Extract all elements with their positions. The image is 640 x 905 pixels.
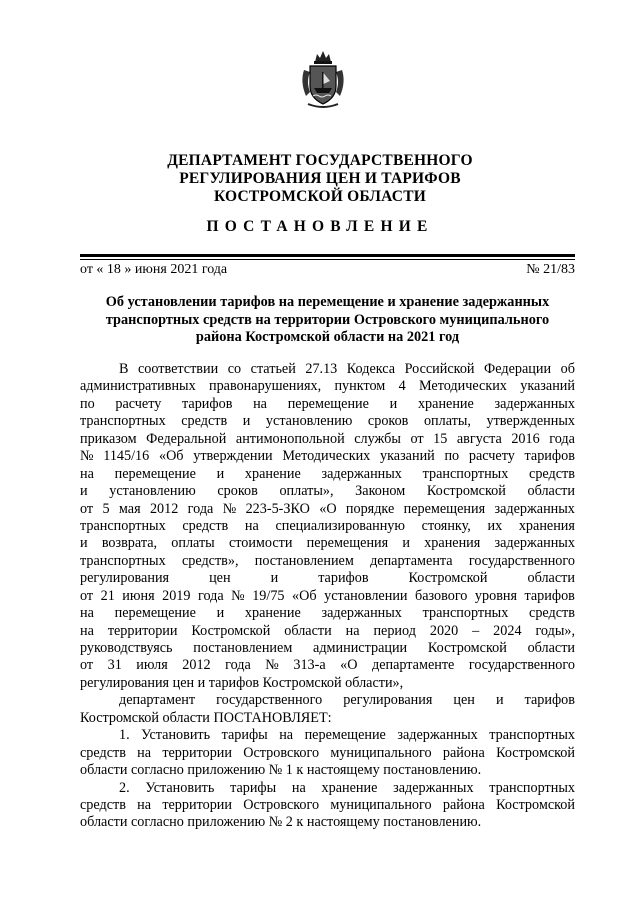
body-word: хранение	[244, 605, 301, 622]
body-word: 313-а	[293, 657, 326, 674]
document-date: от « 18 » июня 2021 года	[80, 262, 228, 277]
body-word: средств	[182, 517, 229, 534]
body-word: Законом	[355, 483, 406, 500]
body-word: мая	[118, 500, 141, 517]
document-body	[80, 361, 575, 832]
body-word: и	[216, 465, 225, 482]
body-word: регулирования	[80, 570, 170, 587]
body-word: транспортных	[489, 727, 575, 744]
body-line	[80, 396, 575, 413]
body-line	[80, 570, 575, 587]
body-word: Кодекса	[346, 361, 396, 377]
body-word: постановлением	[193, 640, 293, 656]
body-line	[80, 448, 575, 465]
body-word: №	[222, 500, 237, 517]
body-word: Установить	[145, 779, 215, 796]
body-word: на	[253, 395, 267, 412]
body-word: 4	[398, 378, 406, 395]
title-line: района Костромской области на 2021 год	[195, 329, 460, 345]
body-word: года	[225, 657, 251, 674]
body-word: на	[345, 622, 360, 639]
body-word: –	[472, 622, 480, 639]
body-word: расчету	[115, 395, 162, 412]
body-word: 2016	[511, 430, 540, 447]
document-type-heading: ПОСТАНОВЛЕНИЕ	[206, 218, 434, 235]
department-name	[80, 152, 560, 206]
body-word: «Об	[158, 448, 184, 465]
body-word: задержанных	[321, 465, 402, 482]
body-word: транспортных	[489, 779, 575, 796]
body-word: их	[487, 517, 503, 534]
body-word: Федеральной	[146, 430, 227, 447]
body-word: средств	[529, 465, 575, 482]
body-word: августа	[456, 430, 502, 447]
body-word: задержанных	[494, 535, 575, 552]
body-word: перемещения	[306, 535, 389, 552]
body-word: Костромской	[427, 640, 507, 656]
body-word: 2.	[119, 779, 130, 796]
body-word: по	[80, 395, 95, 412]
body-word: утвержденных	[486, 413, 575, 430]
body-word: района	[442, 744, 485, 761]
body-word: установлению	[265, 413, 353, 430]
body-word: возврата,	[101, 535, 158, 552]
body-word: статьей	[250, 361, 296, 377]
kostroma-coat-of-arms-icon	[298, 48, 348, 110]
body-word: административных	[80, 378, 196, 395]
body-line	[80, 518, 575, 535]
body-word: области	[527, 570, 575, 587]
body-word: об	[560, 361, 575, 377]
body-line	[80, 640, 575, 657]
body-word: оплаты,	[423, 413, 471, 430]
body-word: 21	[100, 587, 115, 604]
body-word: уровня	[474, 587, 518, 604]
body-line	[80, 466, 575, 483]
body-word: оплаты»,	[279, 483, 334, 500]
body-word: 1145/16	[103, 448, 150, 465]
document-number: № 21/83	[526, 262, 575, 277]
body-word: государственного	[468, 552, 575, 569]
body-word: перемещение	[114, 465, 196, 482]
body-word: 2012	[149, 500, 179, 517]
body-word: регулирования	[343, 692, 433, 709]
body-word: 2020	[429, 622, 459, 639]
body-word: муниципального	[330, 796, 432, 813]
body-word: антимонопольной	[235, 430, 345, 447]
title-line: транспортных средств на территории Островского муниципального	[105, 311, 550, 328]
body-word: «О	[340, 657, 358, 674]
body-word: №	[265, 657, 279, 674]
body-word: указаний	[380, 448, 435, 465]
body-word: 1.	[119, 727, 130, 744]
body-word: области	[527, 483, 575, 500]
body-word: от	[410, 430, 424, 447]
body-word: департаменте	[372, 657, 455, 674]
body-word: хранения	[424, 535, 481, 552]
body-word: района	[442, 796, 485, 813]
body-word: тарифов	[524, 692, 575, 709]
body-word: Островского	[243, 744, 320, 761]
body-word: средств»,	[181, 552, 239, 569]
body-word: транспортных	[80, 517, 166, 534]
header-divider-thin	[80, 259, 575, 260]
body-word: транспортных	[80, 413, 166, 430]
title-line: Об установлении тарифов на перемещение и хранение задержанных	[105, 294, 550, 310]
body-line	[80, 623, 575, 640]
body-word: задержанных	[393, 779, 474, 796]
body-word: от	[80, 657, 94, 674]
body-word: тарифов	[524, 587, 575, 604]
body-word: регулирования цен и тарифов Костромской области»,	[80, 674, 404, 691]
body-word: на	[279, 727, 294, 744]
body-word: стоимости	[228, 535, 293, 552]
body-word: руководствуясь	[80, 640, 173, 656]
body-line	[80, 553, 575, 570]
body-word: порядке	[345, 500, 395, 517]
body-word: по	[444, 448, 460, 465]
body-word: и	[80, 483, 88, 500]
body-line	[80, 535, 575, 552]
body-word: государственного	[216, 692, 323, 709]
body-word: «Об	[292, 587, 317, 604]
body-word: 15	[433, 430, 448, 447]
body-word: на	[80, 622, 94, 639]
body-word: утверждении	[193, 448, 273, 465]
body-line	[80, 692, 575, 709]
body-word: территории	[107, 622, 178, 639]
body-word: тарифов	[524, 448, 575, 465]
body-word: средств	[80, 796, 126, 813]
body-word: Костромской	[496, 744, 575, 761]
body-word: установлении	[324, 587, 408, 604]
body-word: области	[527, 640, 575, 656]
body-word: 31	[107, 657, 122, 674]
body-word: службы	[354, 430, 401, 447]
body-word: департамент	[119, 692, 196, 709]
body-word: Островского	[243, 796, 320, 813]
body-line	[80, 780, 575, 797]
body-line	[80, 675, 575, 692]
body-word: и	[216, 605, 225, 622]
body-line	[80, 797, 575, 814]
body-word: перемещение	[287, 395, 369, 412]
body-word: 2019	[162, 587, 191, 604]
body-word: территории	[162, 796, 232, 813]
body-word: период	[373, 622, 416, 639]
body-word: на	[137, 796, 152, 813]
body-word: указаний	[520, 378, 575, 395]
body-word: 19/75	[252, 587, 285, 604]
body-word: и	[270, 570, 279, 587]
body-word: транспортных	[422, 605, 509, 622]
body-word: Российской	[404, 361, 475, 377]
body-word: и	[402, 535, 410, 552]
body-word: задержанных	[397, 727, 478, 744]
body-word: пунктом	[334, 378, 386, 395]
body-word: приказом	[80, 430, 137, 447]
body-word: 5	[102, 500, 110, 517]
body-word: Костромской области ПОСТАНОВЛЯЕТ:	[80, 709, 332, 726]
body-line	[80, 361, 575, 378]
header-divider-thick	[80, 254, 575, 257]
body-word: Методических	[282, 448, 371, 465]
body-word: сроков	[217, 483, 258, 500]
body-word: на	[244, 517, 259, 534]
body-line	[80, 727, 575, 744]
body-word: задержанных	[321, 605, 402, 622]
body-word: «О	[319, 500, 337, 517]
body-word: на	[291, 779, 306, 796]
body-line	[80, 431, 575, 448]
body-word: Костромской	[496, 796, 575, 813]
body-word: цен	[453, 692, 475, 709]
body-word: №	[80, 448, 94, 465]
body-word: правонарушениях,	[209, 378, 322, 395]
body-word: Костромской	[426, 483, 506, 500]
body-word: установлению	[109, 483, 196, 500]
body-word: на	[137, 744, 152, 761]
body-line	[80, 378, 575, 395]
body-word: специализированную	[275, 517, 405, 534]
body-word: департамента	[370, 552, 453, 569]
body-word: хранение	[321, 779, 378, 796]
body-word: области согласно приложению № 2 к настоящему постановлению.	[80, 814, 482, 831]
body-word: постановлением	[254, 552, 354, 569]
body-word: 2012	[182, 657, 211, 674]
body-word: тарифов	[318, 570, 369, 587]
body-word: года	[197, 587, 224, 604]
body-word: года	[187, 500, 214, 517]
body-line	[80, 605, 575, 622]
body-word: области	[284, 622, 332, 639]
body-word: перемещения	[403, 500, 486, 517]
body-word: Федерации	[484, 361, 552, 377]
body-word: хранения	[518, 517, 575, 534]
body-word: муниципального	[330, 744, 432, 761]
body-line	[80, 501, 575, 518]
body-line	[80, 762, 575, 779]
body-word: транспортных	[422, 465, 509, 482]
body-word: 2024	[493, 622, 522, 639]
body-word: средств	[181, 413, 228, 430]
body-word: от	[80, 587, 94, 604]
body-word: тарифов	[182, 395, 233, 412]
body-word: транспортных	[80, 552, 166, 569]
body-word: хранение	[244, 465, 301, 482]
body-word: и	[242, 413, 251, 430]
body-word: соответствии	[138, 361, 219, 377]
body-word: 223-5-ЗКО	[245, 500, 310, 517]
body-word: Установить	[141, 727, 211, 744]
body-word: государственного	[468, 657, 575, 674]
body-line	[80, 710, 575, 727]
body-line	[80, 745, 575, 762]
document-title	[80, 294, 575, 347]
body-word: сроков	[367, 413, 409, 430]
body-line	[80, 657, 575, 674]
body-word: июля	[136, 657, 168, 674]
body-word: со	[227, 361, 242, 377]
body-word: задержанных	[494, 395, 575, 412]
body-line	[80, 814, 575, 831]
body-word: на	[80, 465, 94, 482]
body-word: В	[119, 361, 129, 377]
body-word: №	[231, 587, 245, 604]
body-word: расчету	[468, 448, 515, 465]
body-word: Костромской	[191, 622, 271, 639]
body-word: 27.13	[305, 361, 338, 377]
body-word: и	[80, 535, 88, 552]
body-word: территории	[162, 744, 232, 761]
body-word: стоянку,	[421, 517, 471, 534]
department-line: РЕГУЛИРОВАНИЯ ЦЕН И ТАРИФОВ	[179, 170, 461, 187]
body-line	[80, 588, 575, 605]
body-word: администрации	[313, 640, 408, 656]
body-word: года	[549, 430, 575, 447]
body-word: хранение	[417, 395, 474, 412]
body-word: тарифы	[221, 727, 268, 744]
department-line: ДЕПАРТАМЕНТ ГОСУДАРСТВЕННОГО	[167, 152, 473, 169]
body-word: на	[80, 605, 94, 622]
body-word: и	[389, 395, 398, 412]
body-word: Методических	[419, 378, 507, 395]
body-word: области согласно приложению № 1 к настоящему постановлению.	[80, 762, 482, 779]
body-word: цен	[209, 570, 231, 587]
body-line	[80, 483, 575, 500]
body-word: базового	[415, 587, 468, 604]
body-word: и	[495, 692, 504, 709]
body-word: Костромской	[408, 570, 488, 587]
body-line	[80, 413, 575, 430]
body-word: годы»,	[535, 622, 575, 639]
body-word: июня	[122, 587, 155, 604]
body-word: перемещение	[114, 605, 196, 622]
body-word: средств	[80, 744, 126, 761]
body-word: перемещение	[304, 727, 386, 744]
department-line: КОСТРОМСКОЙ ОБЛАСТИ	[213, 188, 426, 205]
body-word: от	[80, 500, 94, 517]
body-word: средств	[529, 605, 575, 622]
body-word: задержанных	[494, 500, 575, 517]
body-word: оплаты	[171, 535, 215, 552]
body-word: тарифы	[230, 779, 277, 796]
